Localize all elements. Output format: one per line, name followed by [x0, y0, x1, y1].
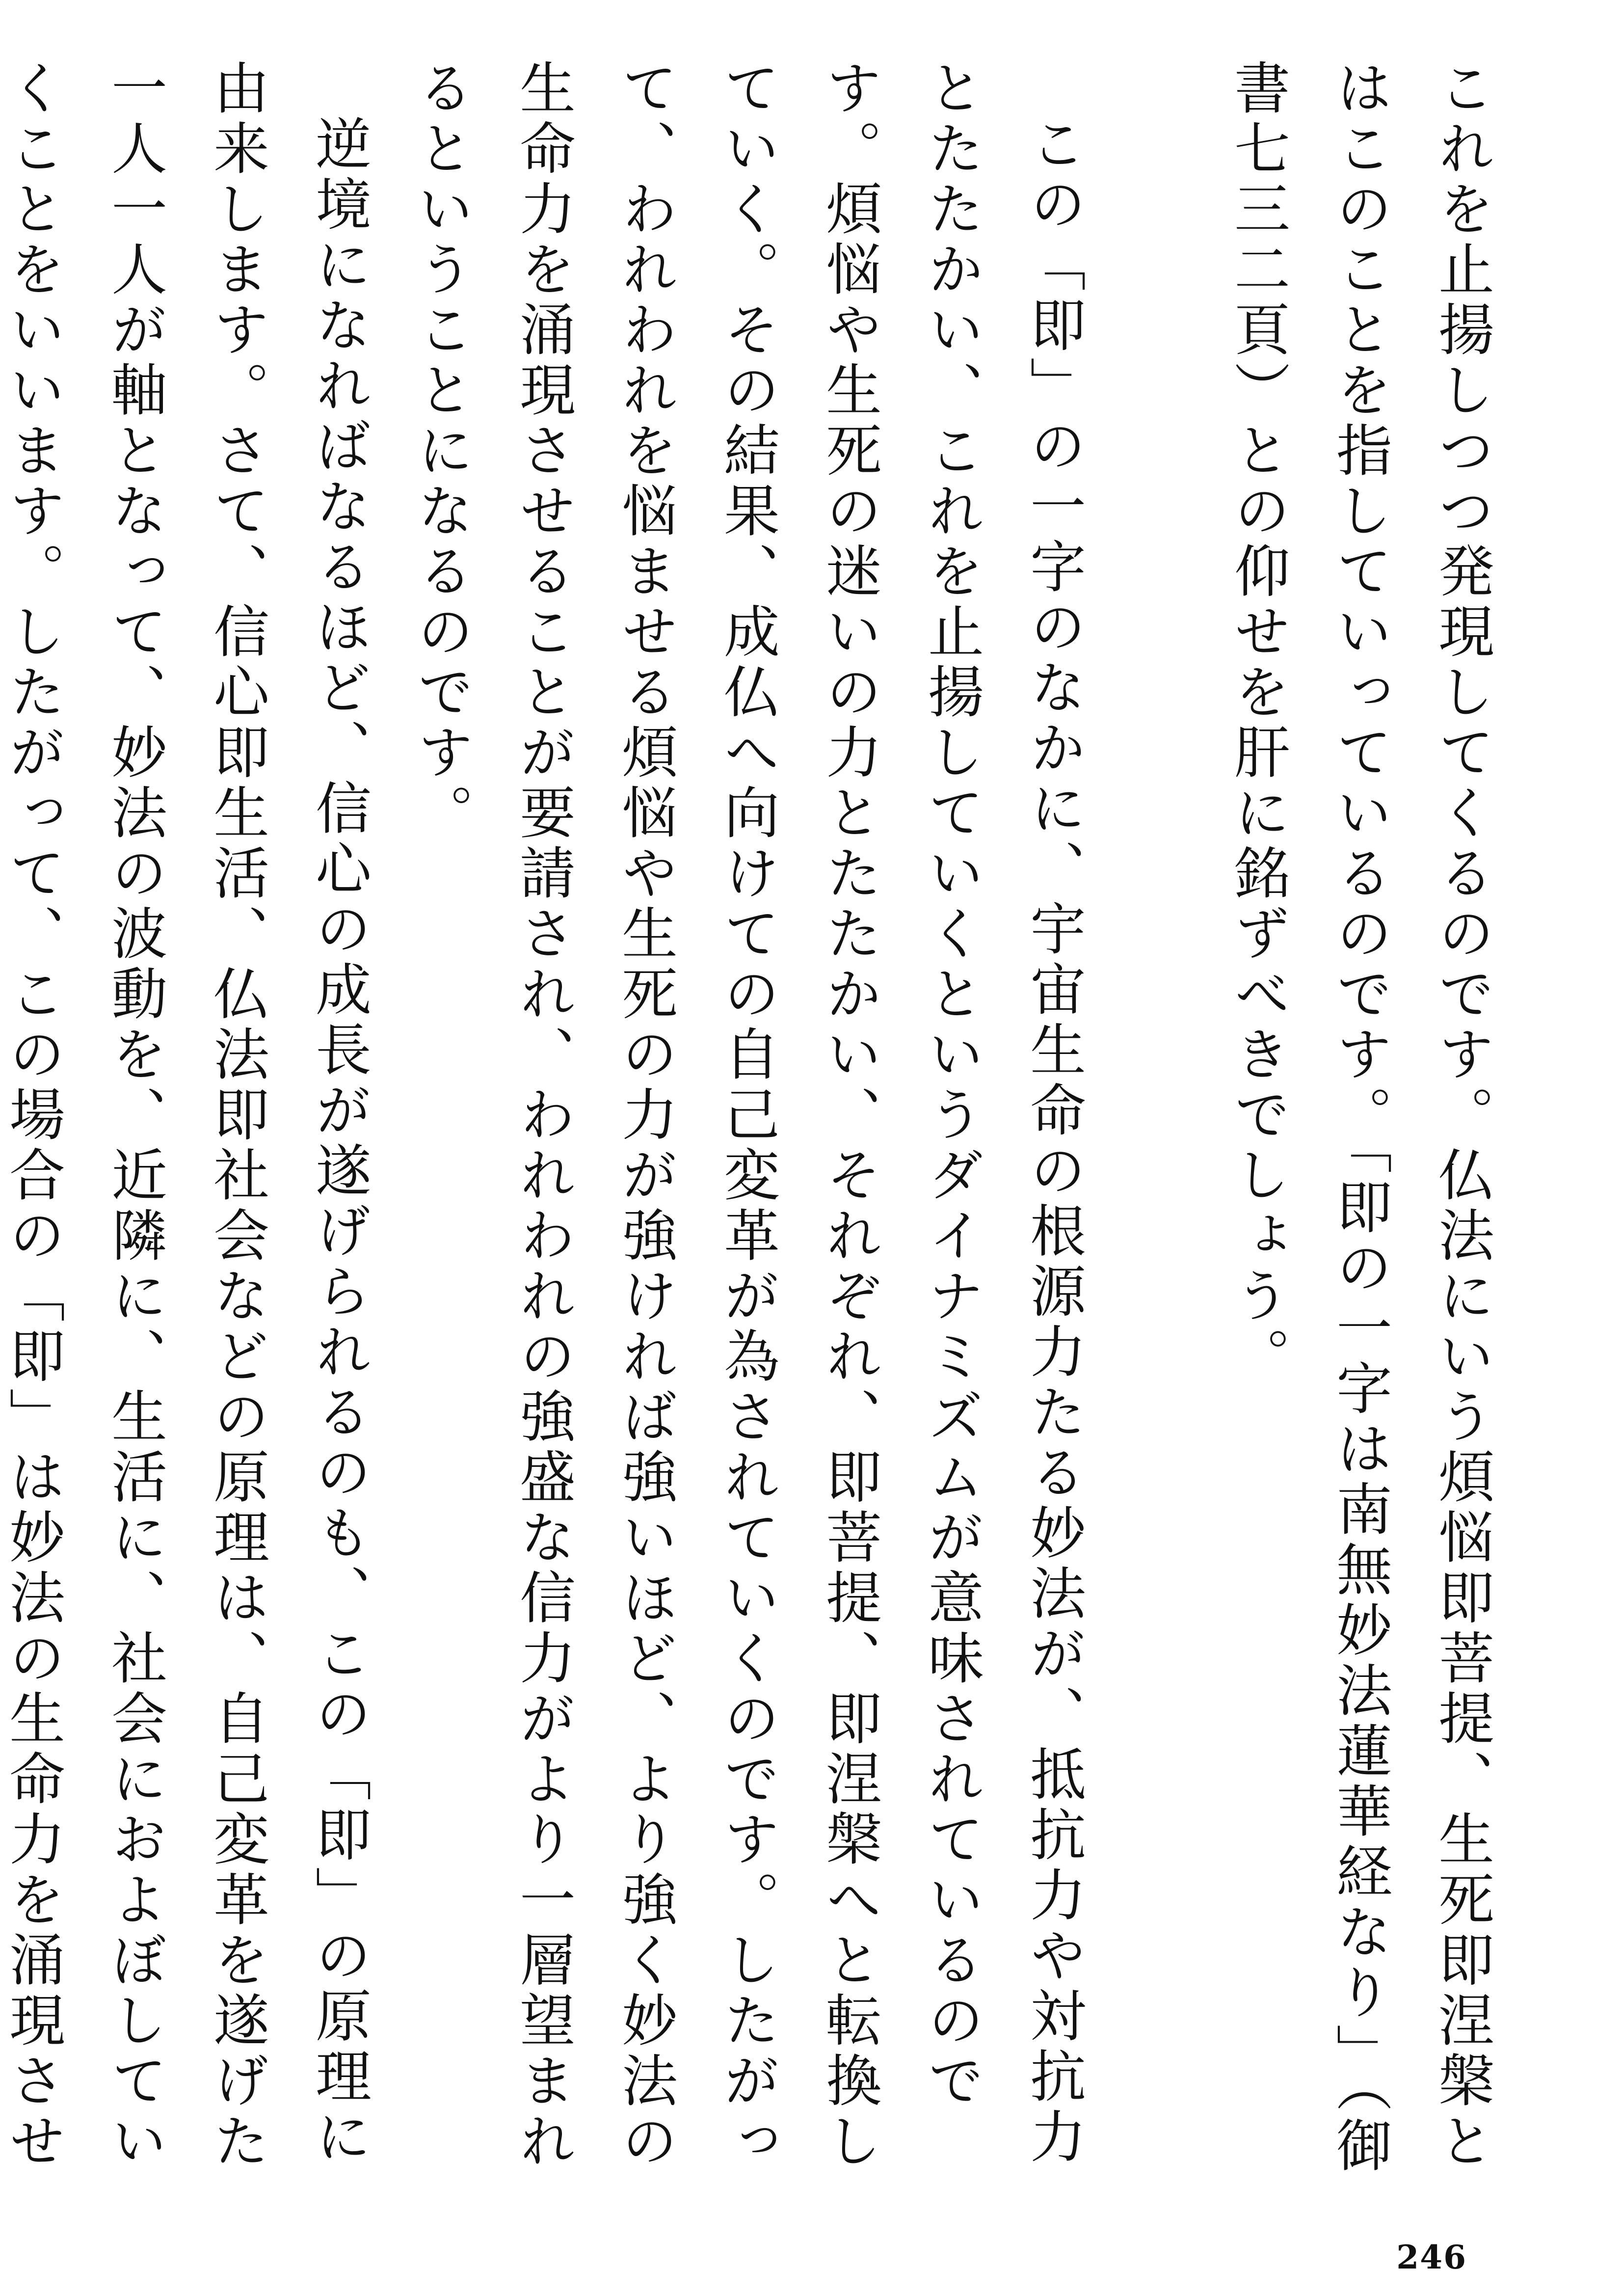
paragraph-soku-character: この「即」の一字のなかに、宇宙生命の根源力たる妙法が、抵抗力や対抗力とたたかい、これを止揚していくというダイナミズムが意味されているのです。煩悩や生死の迷いの力とたたかい、それぞれ、即菩提、即涅槃へと転換していく。その結果、成仏へ向けての自己変革が為されていくのです。したがって、われわれを悩ませる煩悩や生死の力が強ければ強いほど、より強く妙法の生命力を涌現させることが要請され、われわれの強盛な信力がより一層望まれるということになるのです。	[408, 59, 1086, 2172]
paragraph-adversity: 逆境になればなるほど、信心の成長が遂げられるのも、この「即」の原理に由来します。さて、信心即生活、仏法即社会などの原理は、自己変革を遂げた一人一人が軸となって、妙法の波動を、近隣に、生活に、社会におよぼしていくことをいいます。したがって、この場合の「即」は妙法の生命力を涌現させ	[0, 59, 372, 2172]
paragraph-continued: これを止揚しつつ発現してくるのです。仏法にいう煩悩即菩提、生死即涅槃とはこのことを指していっているのです。「即の一字は南無妙法蓮華経なり」（御書七三二頁）との仰せを肝に銘ずべきでしょう。	[1225, 59, 1494, 2177]
vertical-text-body	[0, 59, 1513, 2185]
page-number: 246	[1396, 2238, 1467, 2276]
